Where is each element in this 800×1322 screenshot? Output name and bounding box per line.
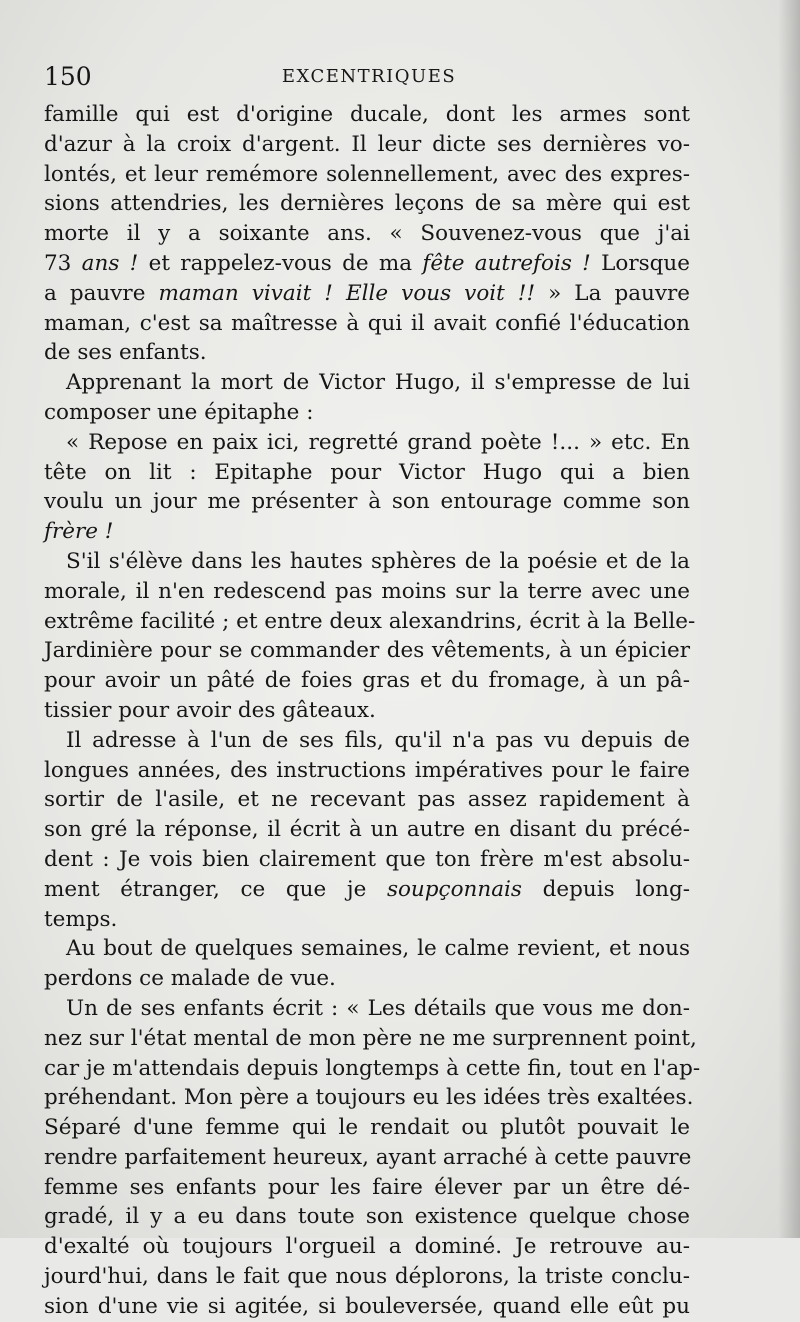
text-line: Apprenant la mort de Victor Hugo, il s'empresse de lui bbox=[66, 370, 690, 396]
text-line: tissier pour avoir des gâteaux. bbox=[44, 697, 376, 723]
text-line: morale, il n'en redescend pas moins sur la terre avec une bbox=[44, 578, 690, 604]
text-line: pour avoir un pâté de foies gras et du fromage, à un pâ- bbox=[44, 668, 690, 694]
italic-emphasis: soupçonnais bbox=[386, 876, 522, 902]
text-line: Séparé d'une femme qui le rendait ou plutôt pouvait le bbox=[44, 1115, 690, 1141]
page-edge-shadow bbox=[778, 0, 800, 1238]
text-line: tête on lit : Epitaphe pour Victor Hugo qui a bien bbox=[44, 459, 690, 485]
text-line: Un de ses enfants écrit : « Les détails que vous me don- bbox=[66, 995, 690, 1021]
text-line: longues années, des instructions impératives pour le faire bbox=[44, 757, 690, 783]
text-line: maman, c'est sa maîtresse à qui il avait confié l'éducation bbox=[44, 310, 690, 336]
text-line: 73 ans ! et rappelez-vous de ma fête autrefois ! Lorsque bbox=[44, 250, 690, 276]
text-line: famille qui est d'origine ducale, dont les armes sont bbox=[44, 102, 690, 127]
text-line: extrême facilité ; et entre deux alexandrins, écrit à la Belle- bbox=[44, 608, 696, 634]
italic-emphasis: maman vivait ! Elle vous voit !! bbox=[158, 280, 536, 306]
text-line: Au bout de quelques semaines, le calme revient, et nous bbox=[66, 936, 690, 962]
text-line: Il adresse à l'un de ses fils, qu'il n'a pas vu depuis de bbox=[66, 727, 690, 753]
text-line bbox=[44, 517, 690, 547]
text-line: a pauvre maman vivait ! Elle vous voit !! » La pauvre bbox=[44, 280, 691, 306]
text-line: voulu un jour me présenter à son entourage comme son bbox=[44, 489, 690, 515]
text-line: dent : Je vois bien clairement que ton frère m'est absolu- bbox=[44, 846, 690, 872]
italic-emphasis: frère ! bbox=[44, 519, 114, 545]
text-line: temps. bbox=[44, 906, 118, 932]
text-line: sions attendries, les dernières leçons de sa mère qui est bbox=[44, 191, 690, 217]
running-title: EXCENTRIQUES bbox=[281, 66, 457, 87]
italic-emphasis: fête autrefois ! bbox=[422, 250, 591, 276]
text-line: gradé, il y a eu dans toute son existence quelque chose bbox=[44, 1204, 690, 1230]
text-line: Jardinière pour se commander des vêtements, à un épicier bbox=[44, 638, 690, 664]
text-line: sortir de l'asile, et ne recevant pas assez rapidement à bbox=[44, 787, 690, 813]
text-line: jourd'hui, dans le fait que nous déplorons, la triste conclu- bbox=[44, 1264, 690, 1290]
text-line: morte il y a soixante ans. « Souvenez-vous que j'ai bbox=[44, 221, 690, 247]
text-line: nez sur l'état mental de mon père ne me surprennent point, bbox=[44, 1025, 697, 1051]
text-line: sion d'une vie si agitée, si bouleversée, quand elle eût pu bbox=[44, 1293, 690, 1319]
text-line: femme ses enfants pour les faire élever par un être dé- bbox=[44, 1174, 690, 1200]
body-text bbox=[44, 100, 701, 1322]
text-line: son gré la réponse, il écrit à un autre en disant du précé- bbox=[44, 817, 690, 843]
text-line: d'exalté où toujours l'orgueil a dominé. Je retrouve au- bbox=[44, 1234, 690, 1260]
text-line: ment étranger, ce que je soupçonnais depuis long- bbox=[44, 876, 690, 902]
text-line: préhendant. Mon père a toujours eu les idées très exaltées. bbox=[44, 1085, 694, 1111]
text-line: composer une épitaphe : bbox=[44, 399, 314, 425]
text-line: car je m'attendais depuis longtemps à cette fin, tout en l'ap- bbox=[44, 1055, 701, 1081]
text-line: lontés, et leur remémore solennellement, avec des expres- bbox=[44, 161, 690, 187]
page-header bbox=[44, 62, 694, 92]
text-line: « Repose en paix ici, regretté grand poète !... » etc. En bbox=[66, 429, 690, 455]
text-line: S'il s'élève dans les hautes sphères de la poésie et de la bbox=[66, 548, 690, 574]
text-line: rendre parfaitement heureux, ayant arraché à cette pauvre bbox=[44, 1144, 692, 1170]
text-line: d'azur à la croix d'argent. Il leur dicte ses dernières vo- bbox=[44, 131, 690, 157]
text-line: perdons ce malade de vue. bbox=[44, 966, 336, 992]
text-line: de ses enfants. bbox=[44, 340, 207, 366]
italic-emphasis: ans ! bbox=[81, 250, 139, 276]
page-number: 150 bbox=[44, 62, 92, 91]
